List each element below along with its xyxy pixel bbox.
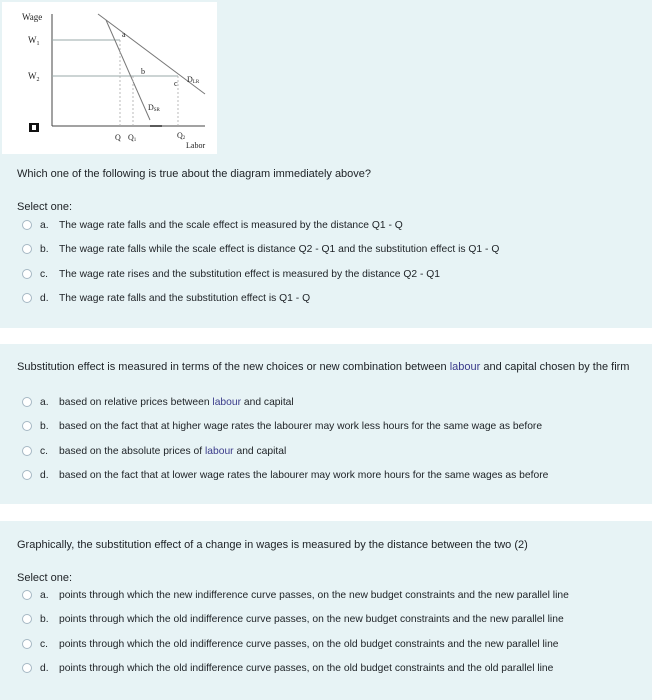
w1-subscript: 1 xyxy=(36,41,40,47)
wage-axis-label: Wage xyxy=(22,12,43,22)
highlight-labour: labour xyxy=(204,446,234,457)
select-one-label: Select one: xyxy=(17,572,73,584)
diagram-svg xyxy=(2,2,217,154)
option-letter: c. xyxy=(40,639,49,650)
highlight-labour: labour xyxy=(212,397,242,408)
radio-button[interactable] xyxy=(22,397,32,407)
q-axis-label: Q xyxy=(115,133,121,142)
svg-text:Q2 xyxy=(177,131,186,141)
option-text: points through which the old indifference curve passes, on the new budget constraints and the new parallel line xyxy=(59,614,564,625)
radio-button[interactable] xyxy=(22,446,32,456)
highlight-labour: labour xyxy=(449,361,481,373)
option-text: The wage rate falls and the scale effect is measured by the distance Q1 - Q xyxy=(59,220,403,231)
option-text: The wage rate falls and the substitution effect is Q1 - Q xyxy=(59,293,311,304)
option-letter: a. xyxy=(40,590,49,601)
w1-label: W xyxy=(28,35,37,45)
option-text: based on the fact that at lower wage rates the labourer may work more hours for the same wages as before xyxy=(59,470,549,481)
question-1-text: Which one of the following is true about the diagram immediately above? xyxy=(17,168,372,180)
labor-demand-diagram xyxy=(2,2,217,154)
q2-axis-subscript: 2 xyxy=(182,136,186,141)
option-letter: d. xyxy=(40,663,49,674)
question-card-3 xyxy=(0,521,652,700)
radio-button[interactable] xyxy=(22,639,32,649)
svg-text:DLR xyxy=(187,75,200,85)
option-text: based on the fact that at higher wage rates the labourer may work less hours for the same wage as before xyxy=(59,421,543,432)
radio-button[interactable] xyxy=(22,470,32,480)
question-card-2 xyxy=(0,344,652,504)
radio-button[interactable] xyxy=(22,220,32,230)
option-text: points through which the new indifference curve passes, on the new budget constraints and the new parallel line xyxy=(59,590,569,601)
q1-axis-label: Q xyxy=(128,133,134,142)
q1-axis-subscript: 1 xyxy=(133,138,137,143)
point-c-label: c xyxy=(174,79,178,88)
question-card-1 xyxy=(0,0,652,328)
question-2-text-start: Substitution effect is measured in terms of the new choices or new combination between xyxy=(17,361,450,373)
dlr-label: D xyxy=(187,75,193,84)
option-letter: c. xyxy=(40,269,49,280)
option-letter: a. xyxy=(40,220,49,231)
radio-button[interactable] xyxy=(22,244,32,254)
dsr-label: D xyxy=(148,103,154,112)
option-text: points through which the old indifference curve passes, on the old budget constraints and the new parallel line xyxy=(59,639,559,650)
q2-axis-label: Q xyxy=(177,131,183,140)
option-letter: c. xyxy=(40,446,49,457)
question-2-text xyxy=(17,360,629,374)
option-letter: b. xyxy=(40,614,49,625)
option-letter: b. xyxy=(40,421,49,432)
radio-button[interactable] xyxy=(22,293,32,303)
radio-button[interactable] xyxy=(22,614,32,624)
option-text: The wage rate falls while the scale effect is distance Q2 - Q1 and the substitution effect is Q1 - Q xyxy=(59,244,500,255)
option-letter: d. xyxy=(40,293,49,304)
w2-label: W xyxy=(28,71,37,81)
point-b-label: b xyxy=(141,67,145,76)
option-letter: d. xyxy=(40,470,49,481)
svg-text:W1 xyxy=(28,35,40,47)
radio-button[interactable] xyxy=(22,421,32,431)
dlr-subscript: LR xyxy=(192,80,200,85)
option-text: based on the absolute prices of labour and capital xyxy=(59,446,287,457)
radio-button[interactable] xyxy=(22,590,32,600)
dsr-subscript: SR xyxy=(153,108,160,113)
question-3-text: Graphically, the substitution effect of a change in wages is measured by the distance between the two (2) xyxy=(17,539,528,551)
option-text: The wage rate rises and the substitution effect is measured by the distance Q2 - Q1 xyxy=(59,269,440,280)
labor-axis-label: Labor xyxy=(186,141,206,150)
select-one-label: Select one: xyxy=(17,201,73,213)
svg-text:Q1 xyxy=(128,133,137,143)
option-letter: a. xyxy=(40,397,49,408)
option-text: based on relative prices between labour and capital xyxy=(59,397,294,408)
svg-text:W2 xyxy=(28,71,40,83)
radio-button[interactable] xyxy=(22,663,32,673)
option-text: points through which the old indifference curve passes, on the old budget constraints and the old parallel line xyxy=(59,663,554,674)
radio-button[interactable] xyxy=(22,269,32,279)
point-a-label: a xyxy=(122,30,126,39)
w2-subscript: 2 xyxy=(36,77,40,83)
option-letter: b. xyxy=(40,244,49,255)
question-2-text-end: and capital chosen by the firm xyxy=(480,361,630,373)
svg-text:DSR xyxy=(148,103,161,113)
